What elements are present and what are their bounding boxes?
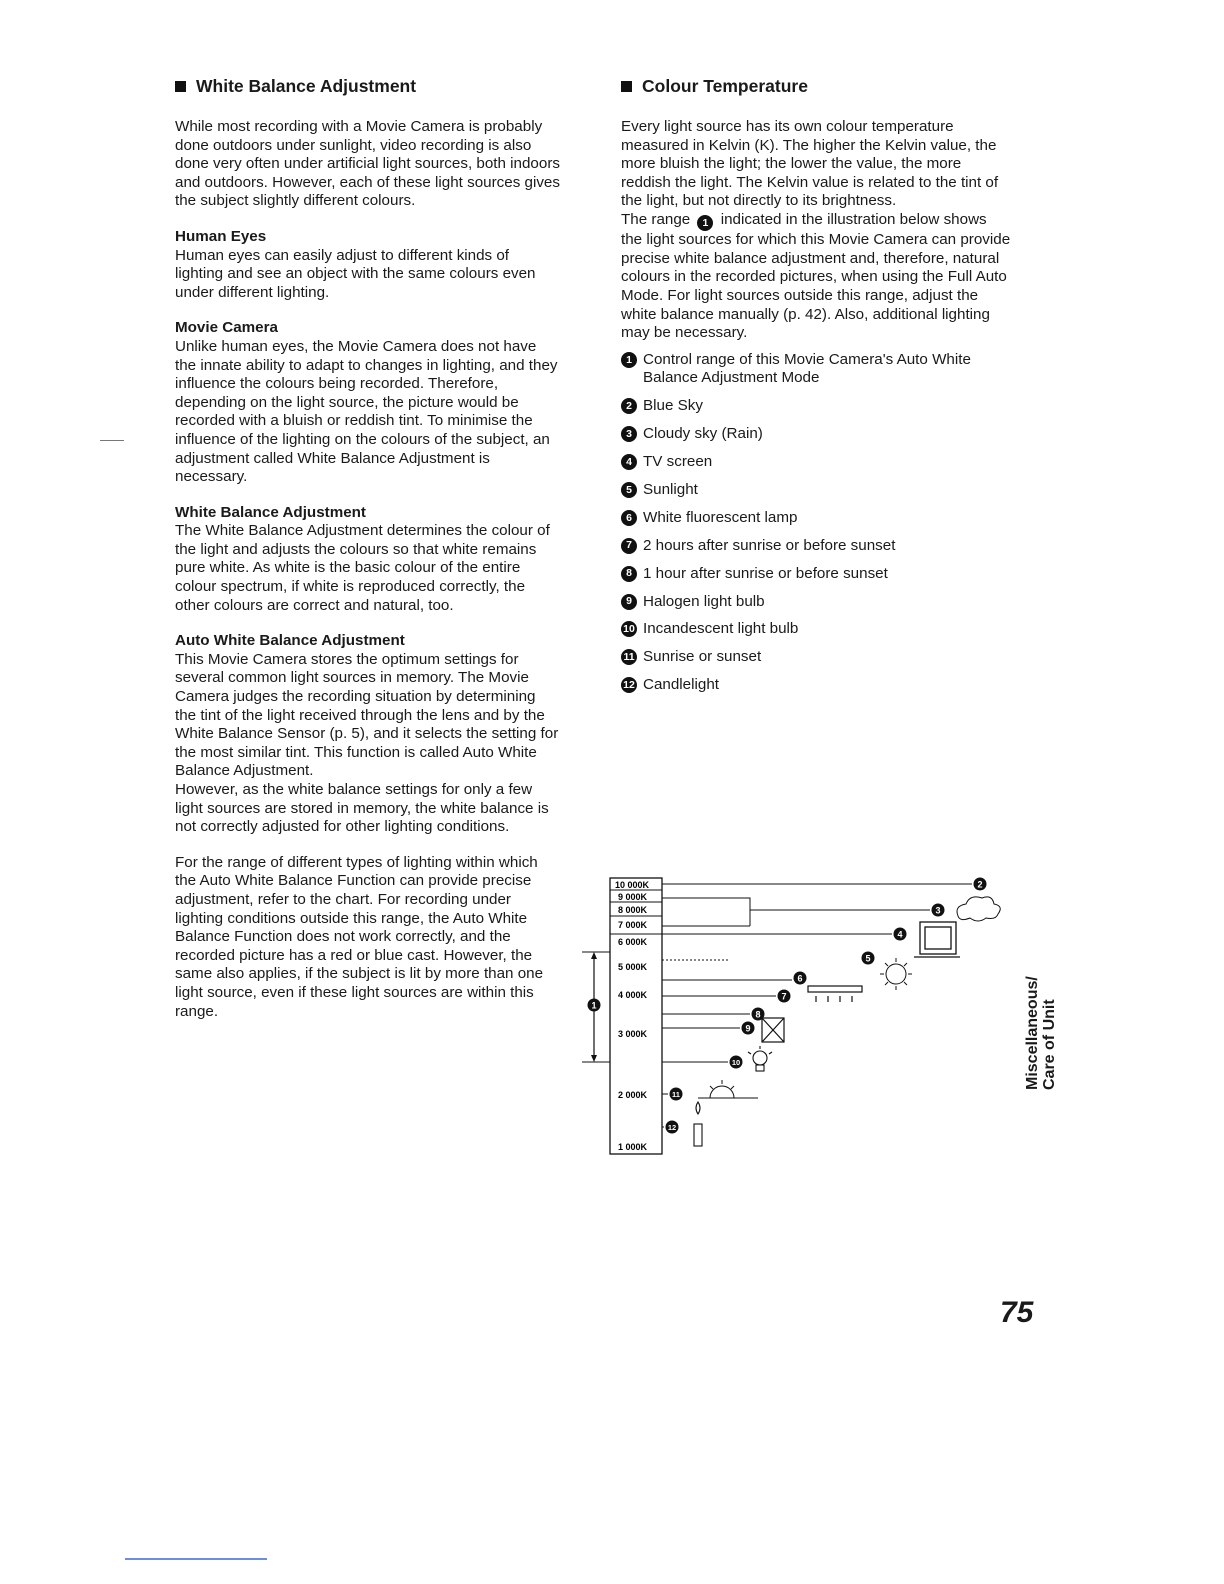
number-marker-icon: 12 [621,677,637,693]
scale-label: 1 000K [618,1142,648,1152]
section-side-tab [1024,950,1058,1090]
marker-12 [666,1121,679,1134]
movie-camera-section [175,319,560,486]
legend-text: Sunrise or sunset [643,648,762,666]
human-eyes-title: Human Eyes [175,227,267,245]
legend-text: Sunlight [643,480,698,498]
legend-text: 2 hours after sunrise or before sunset [643,536,896,554]
number-marker-icon: 10 [621,621,637,637]
auto-wb-text-2: However, as the white balance settings for only a few light sources are stored in memory, the white balance is not correctly adjusted for other lighting conditions. [175,781,549,836]
number-marker-icon: 8 [621,566,637,582]
legend-item [621,620,1011,639]
legend-item [621,593,1011,612]
auto-wb-section [175,632,560,837]
range-note: For the range of different types of lighting within which the Auto White Balance Function can provide precise adjustment, refer to the chart. For recording under lighting conditions outside this range, the Auto White Balance Function does not work correctly, and the recorded picture has a red or blue cast. However, the same also applies, if the subject is lit by more than one light source, even if these light sources are within this range. [175,853,544,1020]
legend-item [621,648,1011,667]
marker-label: 1 [591,1000,597,1011]
para2-before: The range [621,210,691,228]
legend-text: Control range of this Movie Camera's Auto White Balance Adjustment Mode [643,350,971,387]
number-marker-icon: 9 [621,594,637,610]
scale-label: 5 000K [618,962,648,972]
scale-label: 3 000K [618,1029,648,1039]
page-number: 75 [1000,1296,1034,1329]
marker-label: 2 [977,879,983,890]
marker-label: 10 [731,1058,741,1067]
scale-label: 2 000K [618,1090,648,1100]
scale-label: 10 000K [615,880,650,890]
cloud-icon [957,897,1000,921]
marker-9 [742,1022,755,1035]
legend-text: Cloudy sky (Rain) [643,425,763,443]
marker-3 [932,904,945,917]
marker-6 [794,972,807,985]
intro-paragraph: While most recording with a Movie Camera is probably done outdoors under sunlight, video recording is also done very often under artificial light sources, both indoors and outdoors. However, each of these light sources gives the subject slightly different colours. [175,118,560,210]
marker-label: 9 [745,1023,751,1034]
legend-item [621,351,1011,388]
number-marker-icon: 2 [621,398,637,414]
white-balance-heading-text: White Balance Adjustment [196,76,417,96]
light-bulb-icon [748,1046,772,1071]
legend-item [621,481,1011,500]
white-balance-heading [175,74,560,98]
legend-item [621,397,1011,416]
legend-text: Halogen light bulb [643,592,765,610]
marker-4 [894,928,907,941]
colour-temperature-heading [621,74,1011,98]
auto-wb-text-1: This Movie Camera stores the optimum settings for several common light sources in memory. The Movie Camera judges the recording situation by determining the tint of the light received through the lens and by the White Balance Sensor (p. 5), and it selects the setting for the most similar tint. This function is called Auto White Balance Adjustment. [175,650,559,780]
marker-7 [778,990,791,1003]
wb-adjustment-text: The White Balance Adjustment determines the colour of the light and adjusts the colours so that white remains pure white. As white is the basic colour of the entire colour spectrum, if white is reproduced correctly, the other colours are correct and natural, too. [175,522,550,614]
number-marker-icon: 11 [621,649,637,665]
legend-text: Incandescent light bulb [643,620,799,638]
legend-item [621,676,1011,695]
halogen-lamp-icon [762,1018,784,1042]
marker-label: 8 [755,1009,761,1020]
margin-mark [100,440,124,441]
number-marker-icon: 6 [621,510,637,526]
sunset-icon [698,1080,758,1098]
side-tab-line-1: Miscellaneous/ [1024,976,1041,1090]
colour-temp-para-2 [621,211,1011,343]
marker-11 [670,1088,683,1101]
legend-item [621,509,1011,528]
candle-icon [694,1102,702,1146]
right-column [621,74,1011,704]
square-bullet-icon [621,81,632,92]
scale-label: 9 000K [618,892,648,902]
number-marker-icon: 3 [621,426,637,442]
colour-temp-para-1: Every light source has its own colour temperature measured in Kelvin (K). The higher the Kelvin value, the more bluish the light; the lower the value, the more reddish the light. The Kelvin value is related to the tint of the light, but not directly to its brightness. [621,118,999,210]
auto-wb-title: Auto White Balance Adjustment [175,632,405,650]
square-bullet-icon [175,81,186,92]
wb-adjustment-title: White Balance Adjustment [175,503,366,521]
scale-label: 7 000K [618,920,648,930]
marker-label: 6 [797,973,803,984]
marker-label: 12 [667,1123,677,1132]
legend-item [621,453,1011,472]
legend-item [621,537,1011,556]
marker-10 [730,1056,743,1069]
marker-label: 5 [865,953,871,964]
colour-temperature-heading-text: Colour Temperature [642,76,808,96]
fluorescent-lamp-icon [808,986,862,1002]
range-marker-icon: 1 [697,215,713,231]
scale-label: 8 000K [618,905,648,915]
legend-text: White fluorescent lamp [643,508,798,526]
marker-label: 11 [672,1090,680,1099]
human-eyes-text: Human eyes can easily adjust to different kinds of lighting and see an object with the same colours even under different lighting. [175,246,536,301]
sun-icon [880,958,912,990]
number-marker-icon: 5 [621,482,637,498]
left-column [175,74,560,1021]
number-marker-icon: 7 [621,538,637,554]
movie-camera-title: Movie Camera [175,319,278,337]
legend-item [621,425,1011,444]
marker-label: 7 [781,991,787,1002]
number-marker-icon: 4 [621,454,637,470]
legend-text: Blue Sky [643,397,703,415]
legend-text: Candlelight [643,676,719,694]
para2-after: indicated in the illustration below shows the light sources for which this Movie Camera can provide precise white balance adjustment and, therefore, natural colours in the recorded pictures, when using the Full Auto Mode. For light sources outside this range, adjust the white balance manually (p. 42). Also, additional lighting may be necessary. [621,210,1011,342]
tv-screen-icon [914,922,960,957]
marker-label: 3 [935,905,941,916]
legend-item [621,565,1011,584]
footer-rule [125,1558,267,1560]
colour-temperature-diagram [580,862,1020,1167]
legend-text: 1 hour after sunrise or before sunset [643,564,888,582]
marker-label: 4 [897,929,903,940]
wb-adjustment-section [175,504,560,616]
control-range-bracket [582,952,610,1062]
movie-camera-text: Unlike human eyes, the Movie Camera does not have the innate ability to adapt to changes in lighting, and they influence the colours being recorded. Therefore, depending on the light source, the picture would be recorded with a bluish or reddish tint. To minimise the influence of the lighting on the colours of the subject, an adjustment called White Balance Adjustment is necessary. [175,337,558,486]
light-source-legend [621,351,1011,695]
marker-2 [974,878,987,891]
marker-5 [862,952,875,965]
side-tab-line-2: Care of Unit [1041,999,1058,1090]
scale-label: 4 000K [618,990,648,1000]
human-eyes-section [175,228,560,302]
legend-text: TV screen [643,453,713,471]
scale-label: 6 000K [618,937,648,947]
number-marker-icon: 1 [621,352,637,368]
